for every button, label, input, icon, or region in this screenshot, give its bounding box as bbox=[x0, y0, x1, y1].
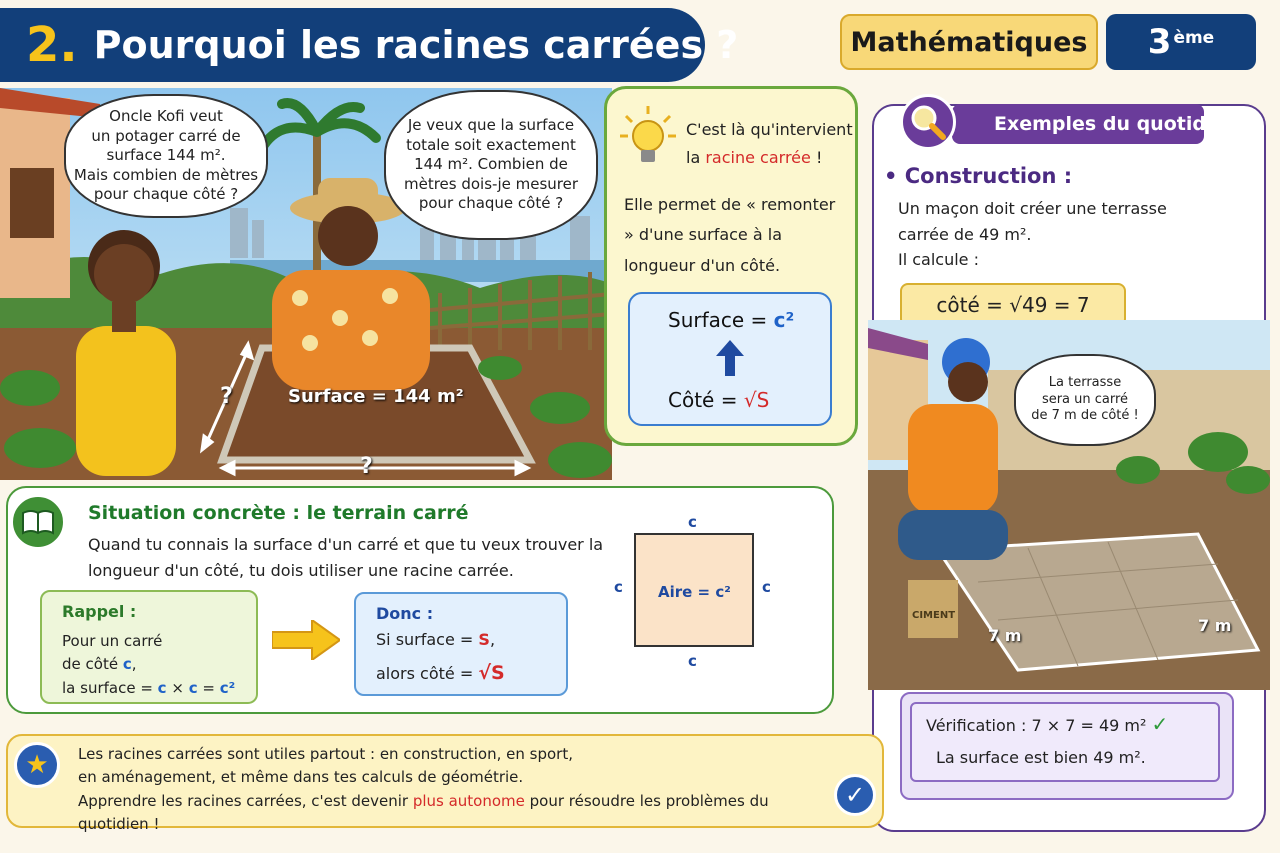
level-number: 3 bbox=[1147, 22, 1172, 62]
bubble-line: 144 m². Combien de bbox=[414, 155, 568, 174]
bubble-line: de 7 m de côté ! bbox=[1031, 408, 1139, 424]
bubble-line: Oncle Kofi veut bbox=[109, 107, 223, 126]
square-area-label: Aire = c² bbox=[658, 583, 731, 601]
formula-surface-label: Surface = bbox=[668, 308, 774, 332]
verification-calc: Vérification : 7 × 7 = 49 m² bbox=[926, 716, 1147, 735]
idea-description: Elle permet de « remonter » d'une surface à la longueur d'un côté. bbox=[624, 195, 836, 275]
star-icon: ★ bbox=[14, 742, 60, 788]
formula-side bbox=[668, 388, 769, 412]
mason-speech-bubble bbox=[1014, 354, 1156, 446]
reminder-title: Rappel : bbox=[62, 602, 137, 621]
magnifier-icon bbox=[903, 97, 953, 147]
therefore-box bbox=[354, 592, 568, 696]
formula-surface-var: c² bbox=[773, 308, 795, 332]
construction-line: Il calcule : bbox=[898, 250, 979, 270]
subject-badge: Mathématiques bbox=[840, 14, 1098, 70]
situation-text: Quand tu connais la surface d'un carré et que tu veux trouver la longueur d'un côté, tu dois utiliser une racine carrée. bbox=[88, 535, 604, 580]
check-badge-icon: ✓ bbox=[834, 774, 876, 816]
therefore-prefix: Si surface = bbox=[376, 630, 479, 649]
cement-bag-label: CIMENT bbox=[912, 610, 956, 621]
reminder-suffix: , bbox=[131, 655, 137, 674]
verification-line-1 bbox=[926, 712, 1168, 736]
summary-highlight: plus autonome bbox=[412, 791, 525, 810]
book-badge bbox=[10, 494, 66, 550]
formula-surface bbox=[668, 308, 794, 332]
terrace-side-right: 7 m bbox=[1198, 616, 1232, 635]
construction-line: Un maçon doit créer une terrasse bbox=[898, 199, 1167, 218]
reminder-op: × bbox=[166, 678, 189, 697]
reminder-var: c bbox=[157, 678, 167, 697]
examples-tag bbox=[952, 104, 1239, 144]
summary-line: Les racines carrées sont utiles partout : en construction, en sport, bbox=[78, 745, 573, 763]
bubble-line: totale soit exactement bbox=[406, 135, 576, 154]
section-number: 2. bbox=[26, 17, 78, 73]
square-side-right: c bbox=[762, 578, 771, 596]
lightbulb-icon bbox=[620, 104, 676, 168]
construction-text bbox=[898, 196, 1238, 273]
arrow-up-icon bbox=[716, 340, 744, 376]
reminder-var: c bbox=[188, 678, 198, 697]
bubble-line: Mais combien de mètres bbox=[73, 165, 259, 184]
garden-illustration bbox=[0, 88, 612, 480]
therefore-line-2 bbox=[376, 662, 505, 684]
book-icon bbox=[13, 497, 63, 547]
bubble-line: surface 144 m². bbox=[106, 146, 226, 165]
reminder-line bbox=[62, 653, 235, 676]
therefore-prefix: alors côté = bbox=[376, 664, 479, 683]
bubble-line: pour chaque côté ? bbox=[418, 194, 564, 213]
reminder-line bbox=[62, 677, 235, 700]
square-side-left: c bbox=[614, 578, 623, 596]
uncle-speech-bubble bbox=[384, 90, 598, 240]
reminder-prefix: de côté bbox=[62, 655, 123, 674]
formula-box bbox=[628, 292, 832, 426]
square-diagram bbox=[634, 533, 754, 647]
formula-side-label: Côté = bbox=[668, 388, 744, 412]
reminder-box bbox=[40, 590, 258, 704]
bubble-line: pour chaque côté ? bbox=[93, 185, 239, 204]
bubble-line: sera un carré bbox=[1041, 391, 1129, 407]
formula-side-var: √S bbox=[743, 388, 770, 412]
construction-title: • Construction : bbox=[884, 164, 1073, 188]
reminder-var: c bbox=[122, 655, 132, 674]
unknown-side-bottom: ? bbox=[360, 454, 373, 479]
arrow-right-icon bbox=[272, 620, 340, 660]
unknown-side-left: ? bbox=[220, 384, 233, 409]
examples-tag-text: Exemples du quotidien bbox=[994, 113, 1239, 135]
magnifier-badge bbox=[900, 94, 956, 150]
verification-line-2: La surface est bien 49 m². bbox=[936, 748, 1146, 767]
summary-text bbox=[78, 743, 838, 836]
reminder-line: Pour un carré bbox=[62, 632, 163, 650]
idea-heading bbox=[686, 116, 854, 172]
summary-suffix: pour résoudre les problèmes du quotidien ! bbox=[78, 791, 769, 833]
situation-title: Situation concrète : le terrain carré bbox=[88, 502, 469, 524]
therefore-line-1 bbox=[376, 630, 495, 649]
idea-line-2-suffix: ! bbox=[810, 148, 823, 167]
mason-illustration bbox=[868, 320, 1270, 690]
therefore-var: S bbox=[478, 630, 490, 649]
title-text: Pourquoi les racines carrées ? bbox=[93, 23, 739, 67]
idea-line-2 bbox=[686, 144, 854, 172]
level-badge bbox=[1106, 14, 1256, 70]
idea-highlight: racine carrée bbox=[705, 148, 811, 167]
therefore-var: √S bbox=[478, 662, 505, 684]
summary-line bbox=[78, 790, 838, 837]
reminder-prefix: la surface = bbox=[62, 678, 158, 697]
verification-inner bbox=[910, 702, 1220, 782]
square-side-top: c bbox=[688, 513, 697, 531]
bubble-line: La terrasse bbox=[1048, 374, 1122, 390]
bubble-line: Je veux que la surface bbox=[407, 116, 575, 135]
summary-prefix: Apprendre les racines carrées, c'est devenir bbox=[78, 791, 413, 810]
idea-line-2-prefix: la bbox=[686, 148, 706, 167]
bubble-line: mètres dois-je mesurer bbox=[403, 174, 579, 193]
plot-surface-label: Surface = 144 m² bbox=[288, 386, 464, 407]
reminder-text bbox=[62, 630, 235, 700]
level-suffix: ème bbox=[1173, 28, 1215, 48]
child-speech-bubble bbox=[64, 94, 268, 218]
bubble-line: un potager carré de bbox=[91, 126, 241, 145]
checkmark-icon: ✓ bbox=[1151, 712, 1169, 736]
reminder-var: c² bbox=[219, 678, 236, 697]
summary-line: en aménagement, et même dans tes calculs de géométrie. bbox=[78, 768, 524, 787]
terrace-side-left: 7 m bbox=[988, 626, 1022, 645]
reminder-op: = bbox=[197, 678, 220, 697]
therefore-title: Donc : bbox=[376, 604, 434, 623]
square-side-bottom: c bbox=[688, 652, 697, 670]
page-title bbox=[0, 8, 739, 82]
calculation-box: côté = √49 = 7 bbox=[900, 283, 1126, 327]
construction-line: carrée de 49 m². bbox=[898, 224, 1032, 244]
idea-line-1: C'est là qu'intervient bbox=[686, 120, 853, 139]
therefore-suffix: , bbox=[489, 630, 496, 649]
